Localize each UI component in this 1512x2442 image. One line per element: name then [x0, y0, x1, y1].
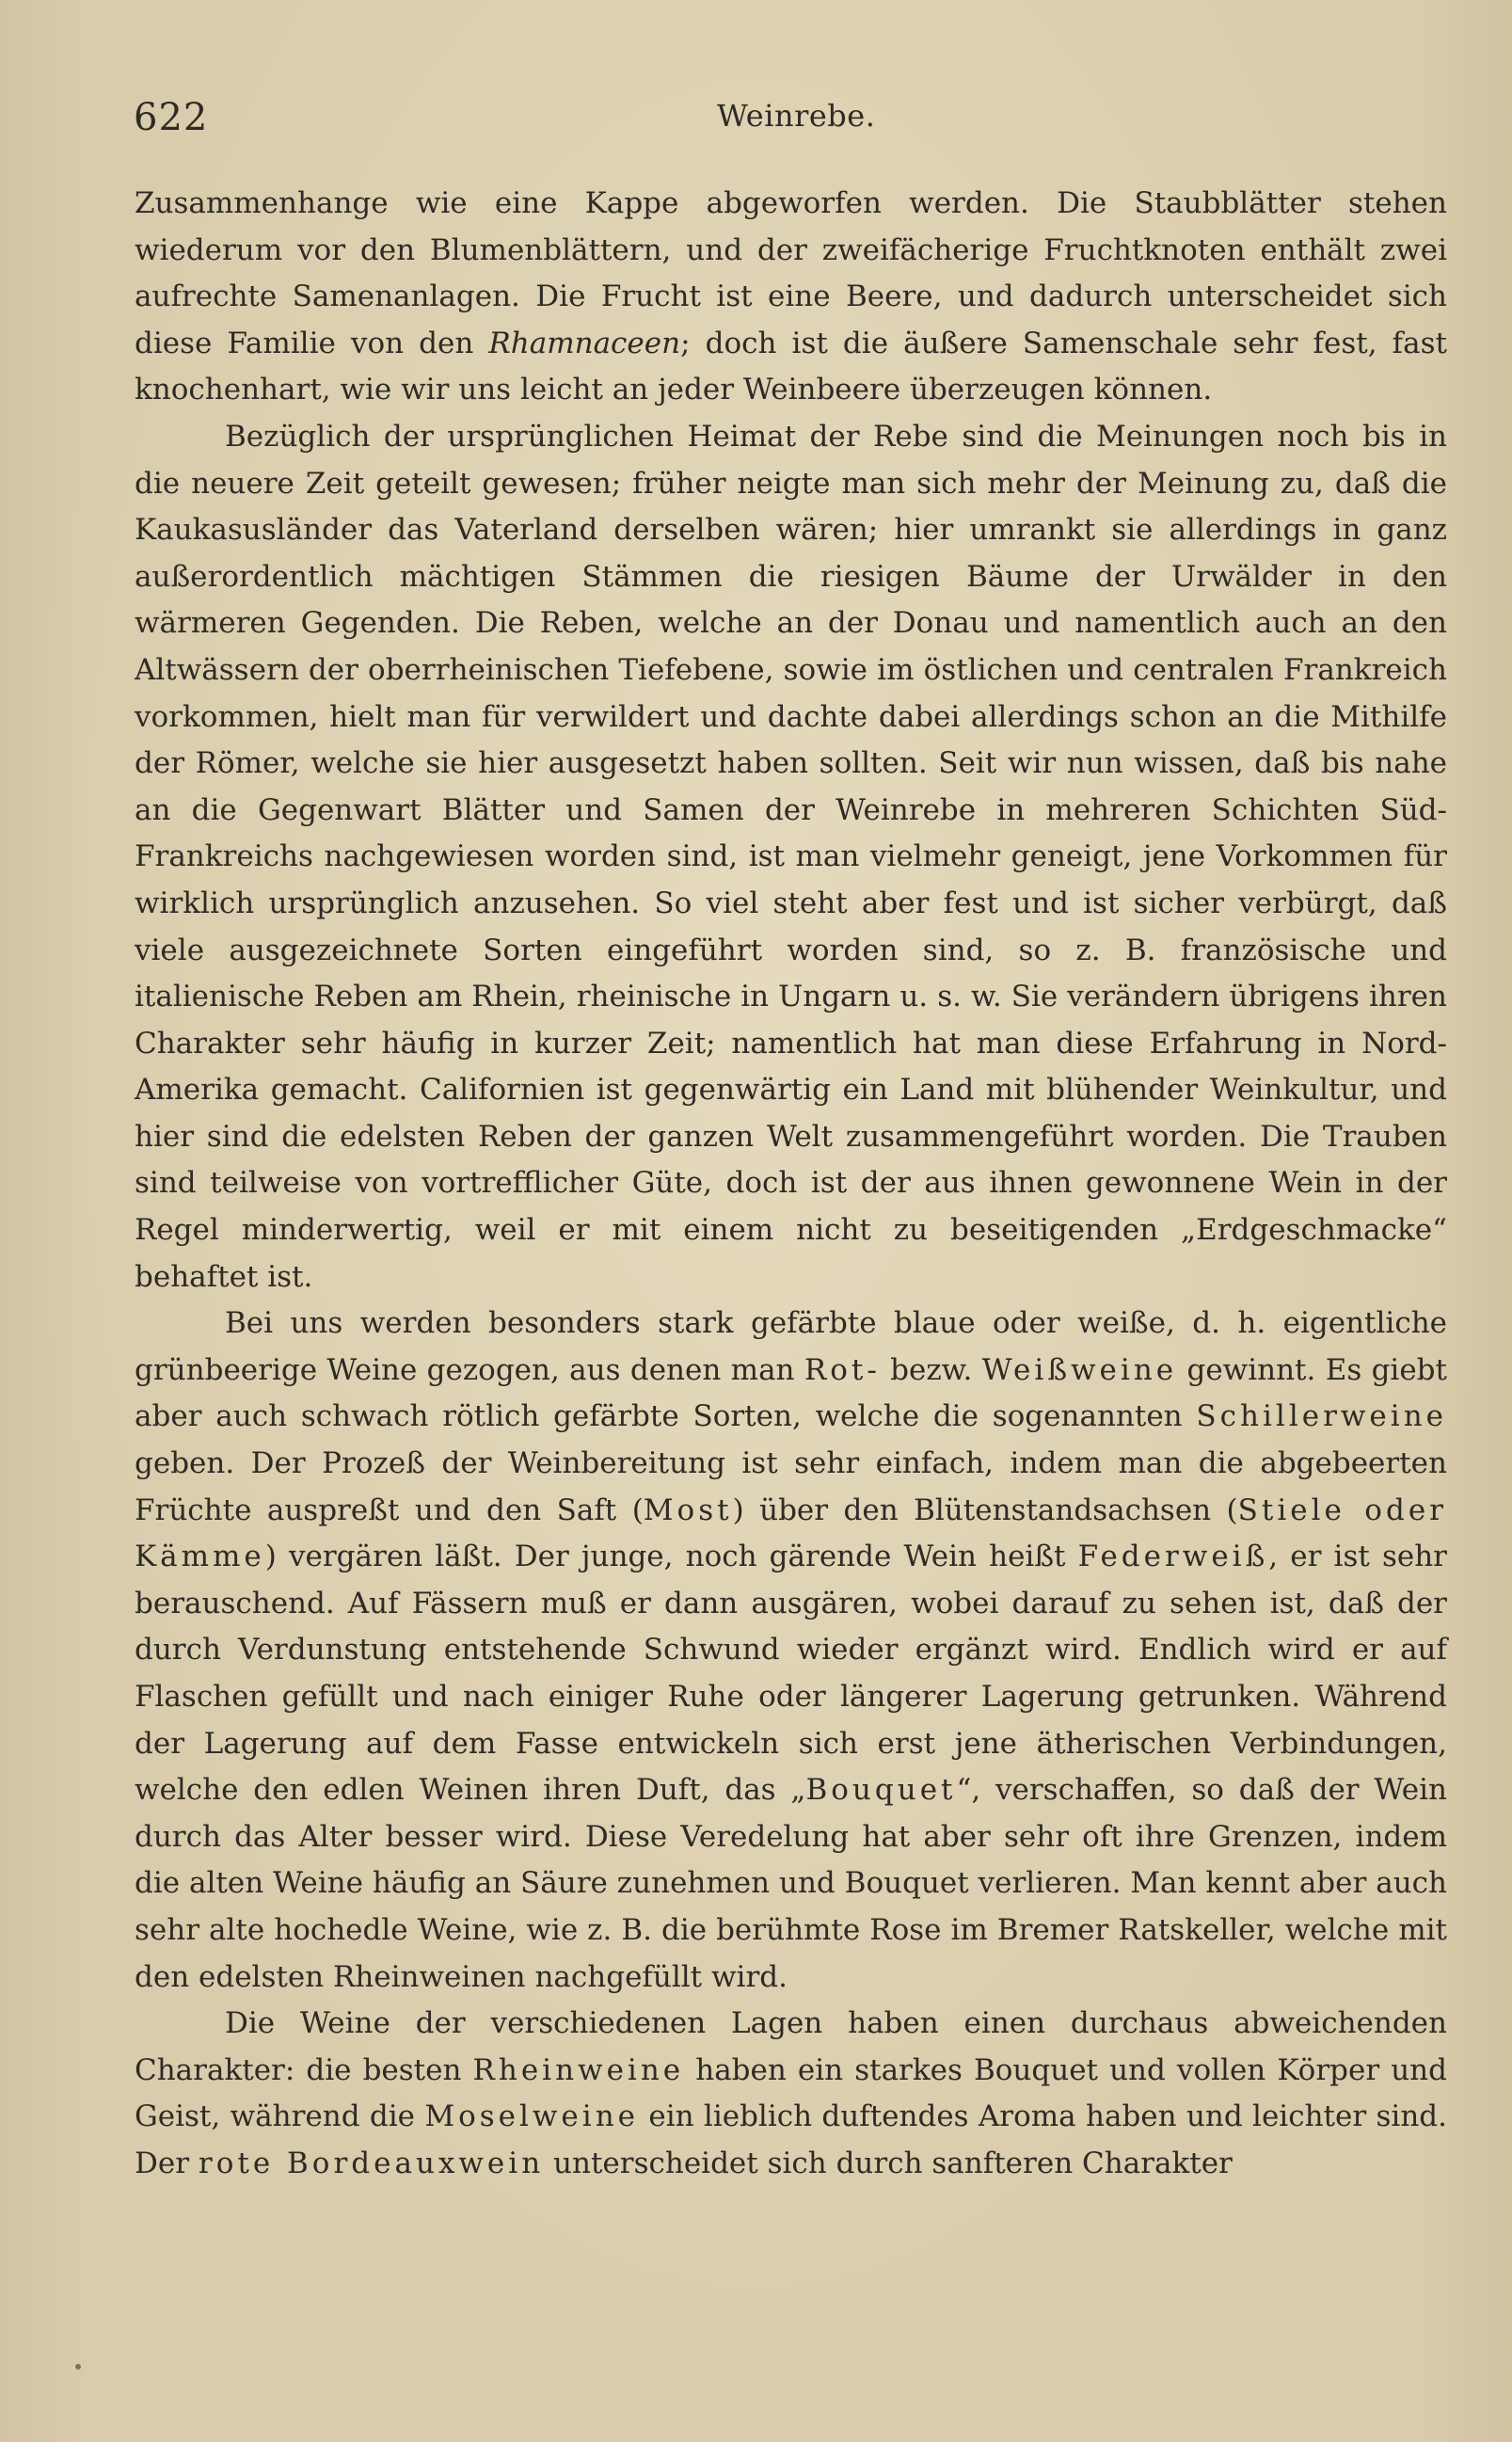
paragraph-3 [135, 1301, 1447, 2001]
paragraph-4-seg: unterscheidet sich durch sanfteren Charakter [544, 2146, 1233, 2180]
body-text [135, 181, 1447, 2188]
paragraph-3-term-kaemme: Stiele oder Kämme [135, 1492, 1447, 1574]
page-number: 622 [134, 96, 209, 139]
paragraph-3-term-federweiss: Federweiß [1077, 1540, 1269, 1574]
paragraph-1-italic-term: Rhamnaceen [488, 326, 681, 360]
paragraph-1 [135, 181, 1447, 414]
paragraph-3-seg: gewinnt. Es giebt aber auch schwach rötlich gefärbte Sorten, welche die sogenannten [135, 1352, 1447, 1434]
paragraph-3-seg: geben. Der Prozeß der Weinbereitung ist sehr einfach, indem man die abgebeerten Früchte auspreßt und den Saft ( [135, 1446, 1447, 1527]
paragraph-3-seg: Bei uns werden besonders stark gefärbte blaue oder weiße, d. h. eigentliche grünbeerige Weine gezogen, aus denen man [135, 1306, 1447, 1387]
paragraph-4-term-bordeaux: rote Bordeauxwein [198, 2146, 545, 2180]
paragraph-4-seg: haben ein starkes Bouquet und vollen Körper und Geist, während die [135, 2052, 1447, 2134]
paragraph-1-text-b: ; doch ist die äußere Samenschale sehr fest, fast knochenhart, wie wir uns leicht an jeder Weinbeere überzeugen können. [135, 326, 1447, 407]
paragraph-3-term-rot: Rot- [804, 1352, 881, 1387]
paragraph-4 [135, 2001, 1447, 2187]
paragraph-3-term-most: Most [643, 1492, 733, 1527]
paragraph-1-text-a: Zusammenhange wie eine Kappe abgeworfen werden. Die Staubblätter stehen wiederum vor den Blumenblättern, und der zweifächerige Fruchtknoten enthält zwei aufrechte Samenanlagen. Die Frucht ist eine Beere, und dadurch unterscheidet sich diese Familie von den [135, 186, 1447, 360]
paragraph-4-seg: Die Weine der verschiedenen Lagen haben einen durchaus abweichenden Charakter: die besten [135, 2006, 1447, 2087]
page-header [132, 92, 1449, 149]
paragraph-3-seg: ) über den Blütenstandsachsen ( [732, 1492, 1238, 1527]
paragraph-3-term-schillerweine: Schillerweine [1196, 1399, 1447, 1434]
paragraph-3-term-bouquet: Bouquet [805, 1773, 957, 1808]
paragraph-4-term-rheinweine: Rheinweine [472, 2052, 685, 2087]
running-head: Weinrebe. [717, 98, 876, 134]
paragraph-3-seg: “, verschaffen, so daß der Wein durch das Alter besser wird. Diese Veredelung hat aber sehr oft ihre Grenzen, indem die alten Weine häufig an Säure zunehmen und Bouquet verlieren. Man kennt aber auch sehr alte hochedle Weine, wie z. B. die berühmte Rose im Bremer Ratskeller, welche mit den edelsten Rheinweinen nachgefüllt wird. [135, 1773, 1447, 1994]
paragraph-2 [135, 414, 1447, 1301]
paragraph-2-text: Bezüglich der ursprünglichen Heimat der Rebe sind die Meinungen noch bis in die neuere Zeit geteilt gewesen; früher neigte man sich mehr der Meinung zu, daß die Kaukasusländer das Vaterland derselben wären; hier umrankt sie allerdings in ganz außerordentlich mächtigen Stämmen die riesigen Bäume der Urwälder in den wärmeren Gegenden. Die Reben, welche an der Donau und namentlich auch an den Altwässern der oberrheinischen Tiefebene, sowie im östlichen und centralen Frankreich vorkommen, hielt man für verwildert und dachte dabei allerdings schon an die Mithilfe der Römer, welche sie hier ausgesetzt haben sollten. Seit wir nun wissen, daß bis nahe an die Gegenwart Blätter und Samen der Weinrebe in mehreren Schichten Süd-Frankreichs nachgewiesen worden sind, ist man vielmehr geneigt, jene Vorkommen für wirklich ursprünglich anzusehen. So viel steht aber fest und ist sicher verbürgt, daß viele ausgezeichnete Sorten eingeführt worden sind, so z. B. französische und italienische Reben am Rhein, rheinische in Ungarn u. s. w. Sie verändern übrigens ihren Charakter sehr häufig in kurzer Zeit; namentlich hat man diese Erfahrung in Nord-Amerika gemacht. Californien ist gegenwärtig ein Land mit blühender Weinkultur, und hier sind die edelsten Reben der ganzen Welt zusammengeführt worden. Die Trauben sind teilweise von vortrefflicher Güte, doch ist der aus ihnen gewonnene Wein in der Regel minderwertig, weil er mit einem nicht zu beseitigenden „Erdgeschmacke“ behaftet ist. [135, 419, 1447, 1294]
paper-speck [75, 2364, 81, 2370]
paragraph-3-seg: , er ist sehr berauschend. Auf Fässern muß er dann ausgären, wobei darauf zu sehen ist, daß der durch Verdunstung entstehende Schwund wieder ergänzt wird. Endlich wird er auf Flaschen gefüllt und nach einiger Ruhe oder längerer Lagerung getrunken. Während der Lagerung auf dem Fasse entwickeln sich erst jene ätherischen Verbindungen, welche den edlen Weinen ihren Duft, das „ [135, 1540, 1447, 1808]
paragraph-3-term-weissweine: Weißweine [981, 1352, 1178, 1387]
paragraph-4-term-moselweine: Moselweine [424, 2099, 640, 2134]
paragraph-3-seg: ) vergären läßt. Der junge, noch gärende Wein heißt [264, 1540, 1078, 1574]
paragraph-3-seg: bezw. [880, 1352, 982, 1387]
paragraph-4-seg: ein lieblich duftendes Aroma haben und leichter sind. Der [135, 2099, 1447, 2180]
